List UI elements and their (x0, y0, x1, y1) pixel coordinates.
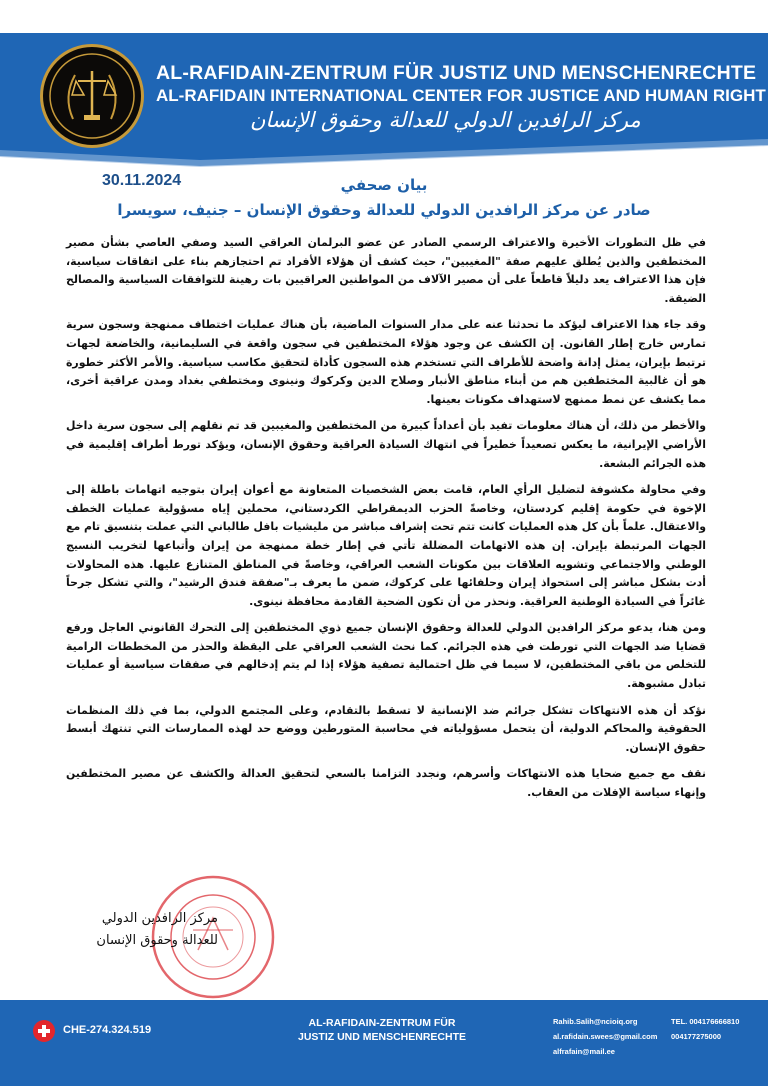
letterhead (0, 0, 768, 175)
paragraph: والأخطر من ذلك، أن هناك معلومات تفيد بأن أعداداً كبيرة من المختطفين والمغيبين قد تم نقلهم إلى سجون سرية داخل الأراضي الإيرانية، ما يعكس تصعيداً خطيراً في انتهاك السيادة العراقية وحقوق الإنسان، ويؤكد تورط أطراف إقليمية في هذه الجرائم البشعة. (66, 419, 706, 470)
signature-line: مركز الرافدين الدولي (101, 911, 218, 926)
press-release-title: بيان صحفي (340, 176, 428, 194)
header-name-german: AL-RAFIDAIN-ZENTRUM FÜR JUSTIZ UND MENSCHENRECHTE (156, 62, 757, 84)
paragraph: وقد جاء هذا الاعتراف ليؤكد ما تحدثنا عنه على مدار السنوات الماضية، بأن هناك عمليات اختطاف ممنهجة وسجون سرية تمارس خارج إطار القانون. إن الكشف عن وجود هؤلاء المختطفين في سجون واقعة في السليمانية، والخاضعة لجهات ترتبط بإيران، يمثل إدانة واضحة للأطراف التي تستخدم هذه السجون كأداة لتحقيق مكاسب سياسية. والأمر الأكثر خطورة هو أن غالبية المختطفين هم من أبناء مناطق الأنبار وصلاح الدين وكركوك ونينوى ومختطفي بغداد ومدن عراقية أخرى، مما يكشف عن نمط ممنهج لاستهداف مكونات بعينها. (66, 318, 706, 406)
signature-block (58, 908, 218, 952)
document-date: 30.11.2024 (102, 172, 182, 189)
telephone-number: 004177275000 (671, 1032, 722, 1041)
telephone-number: TEL. 004176666810 (671, 1017, 740, 1026)
email-link[interactable]: alfrafain@mail.ee (553, 1047, 615, 1056)
paragraph: ومن هنا، يدعو مركز الرافدين الدولي للعدالة وحقوق الإنسان جميع ذوي المختطفين إلى التحرك القانوني العاجل ورفع قضايا ضد الجهات التي تورطت في هذه الجرائم. كما نحث الشعب العراقي على اليقظة والحذر من المخططات الرامية للتخلص من باقي المختطفين، لا سيما في ظل احتمالية تصفية هؤلاء إذا لم يتم إدخالهم في صفقات سياسية أو عمليات تبادل مشبوهة. (66, 621, 706, 691)
center-logo (40, 44, 144, 148)
header-name-english: AL-RAFIDAIN INTERNATIONAL CENTER FOR JUSTICE AND HUMAN RIGHT (156, 86, 766, 105)
contact-block (553, 1014, 753, 1059)
paragraph: نقف مع جميع ضحايا هذه الانتهاكات وأسرهم، ونجدد التزامنا بالسعي لتحقيق العدالة والكشف عن مصير المختطفين وإنهاء سياسة الإفلات من العقاب. (66, 767, 706, 800)
footer-name-line: AL-RAFIDAIN-ZENTRUM FÜR (308, 1017, 456, 1029)
paragraph: في ظل التطورات الأخيرة والاعتراف الرسمي الصادر عن عضو البرلمان العراقي السيد وصفي العاصي بشأن مصير المختطفين والذين يُطلق عليهم صفة "المغيبين"، حيث كشف أن هؤلاء الأفراد تم احتجازهم بناء على اتفاقات سياسية، فإن هذا الاعتراف يعد دليلاً قاطعاً على أن مصير الآلاف من المواطنين العراقيين بات رهينة للتوافقات السياسية والمصالح الضيقة. (66, 236, 706, 305)
press-release-subtitle: صادر عن مركز الرافدين الدولي للعدالة وحقوق الإنسان – جنيف، سويسرا (117, 201, 651, 219)
header-name-arabic: مركز الرافدين الدولي للعدالة وحقوق الإنسان (250, 108, 641, 132)
scales-of-justice-icon (43, 47, 141, 145)
signature-line: للعدالة وحقوق الإنسان (96, 933, 218, 948)
footer-organization-name (282, 1016, 482, 1044)
paragraph: نؤكد أن هذه الانتهاكات تشكل جرائم ضد الإنسانية لا تسقط بالتقادم، وعلى المجتمع الدولي، بما في ذلك المنظمات الحقوقية والمحاكم الدولية، أن يتحمل مسؤولياته في محاسبة المتورطين ووضع حد لهذه الممارسات التي تنتهك أبسط حقوق الإنسان. (66, 703, 706, 754)
footer-band (0, 1000, 768, 1086)
swiss-flag-icon (33, 1020, 55, 1042)
registration-number: CHE-274.324.519 (63, 1024, 152, 1036)
email-link[interactable]: Rahib.Salih@ncioiq.org (553, 1017, 638, 1026)
statement-body (66, 234, 706, 811)
paragraph: وفي محاولة مكشوفة لتضليل الرأي العام، قامت بعض الشخصيات المتعاونة مع أعوان إيران بتوجيه اتهامات باطلة إلى الإخوة في حكومة إقليم كردستان، وخاصةً الحزب الديمقراطي الكردستاني، محملين إياه مسؤولية عمليات الخطف والاعتقال. علماً بأن كل هذه العمليات كانت تتم تحت إشراف مباشر من مليشيات بافل طالباني التي عملت بتنسيق تام مع الجهات المرتبطة بإيران. إن هذه الاتهامات المضللة تأتي في إطار خطة ممنهجة من إيران وأتباعها لتخريب النسيج الوطني والاجتماعي وتشويه العلاقات بين مكونات الشعب العراقي، وخاصةً في المناطق المتنازع عليها. هذه المحاولات أدت بشكل مباشر إلى استحواذ إيران وحلفائها على كركوك، ضمن ما يعرف بـ"صفقة فندق الرشيد"، والتي تشكل جرحاً غائراً في السيادة الوطنية العراقية. ونحذر من أن تكون الضحية القادمة محافظة نينوى. (66, 483, 706, 608)
footer-name-line: JUSTIZ UND MENSCHENRECHTE (297, 1031, 466, 1043)
email-link[interactable]: al.rafidain.swees@gmail.com (553, 1032, 658, 1041)
